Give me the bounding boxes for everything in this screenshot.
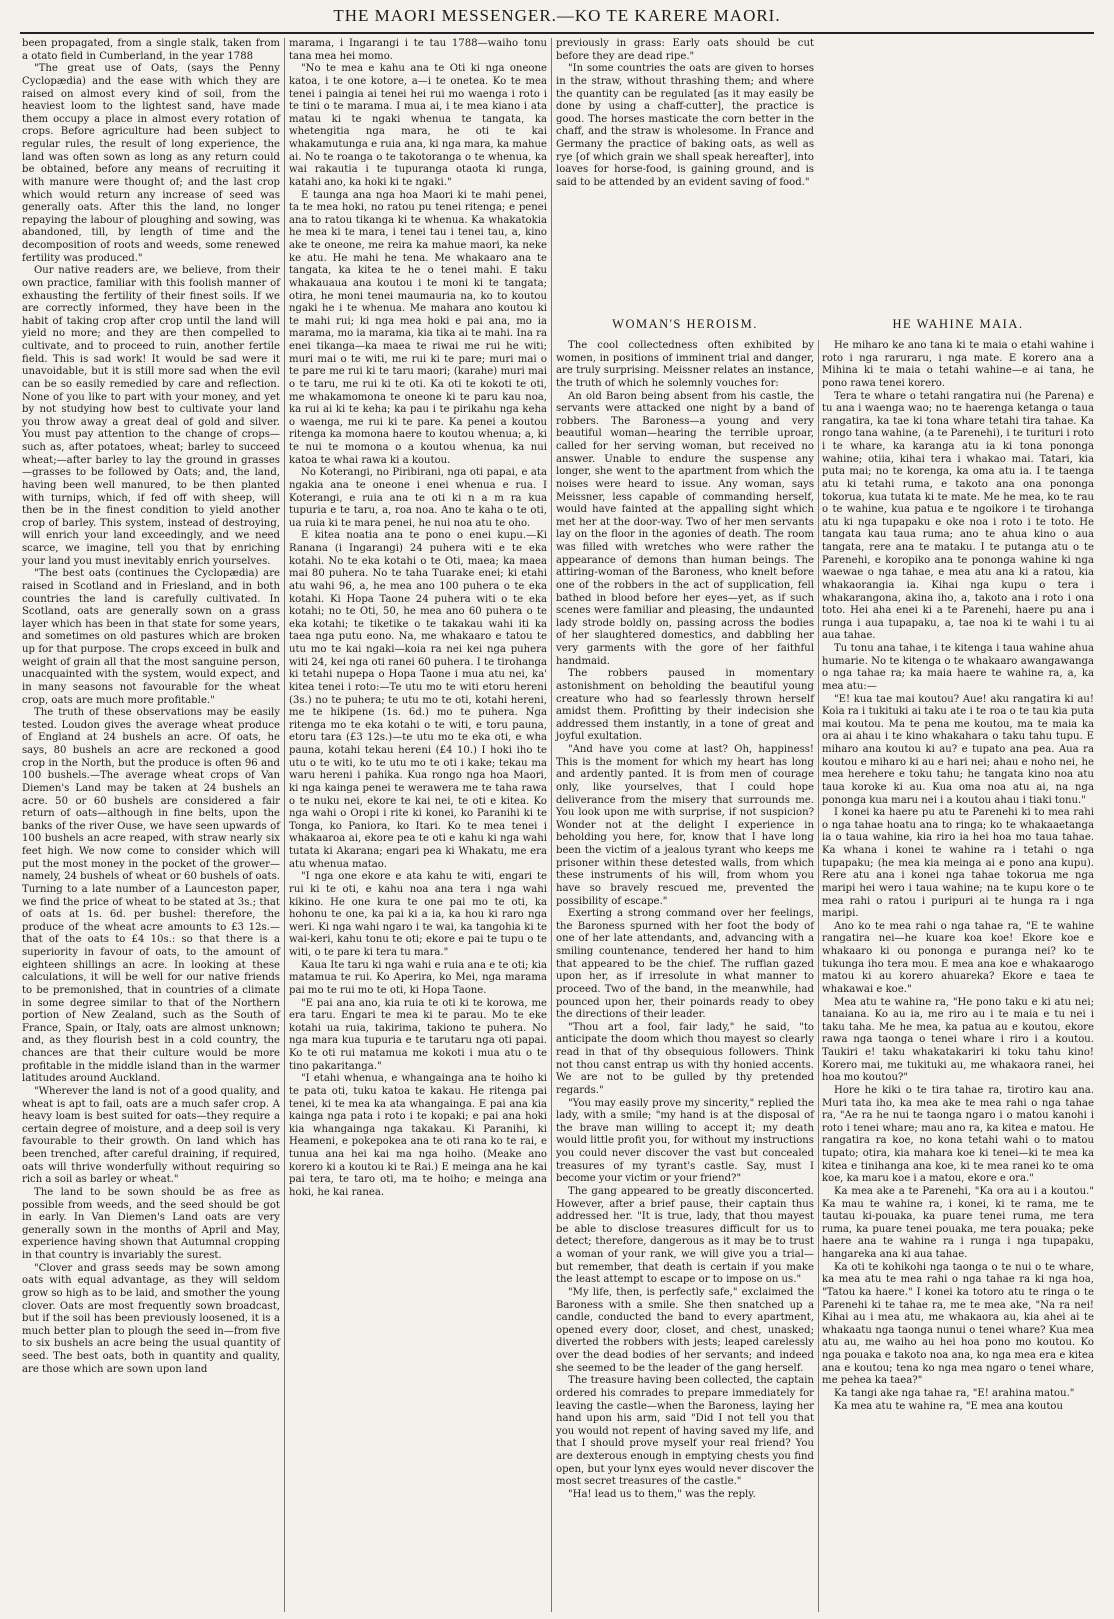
paragraph: The robbers paused in momentary astonishment on beholding the beautiful young creature who had so fearlessly thrown herself amidst them. Profitting by their indecision she addressed them instantly, in a tone of great and joyful exultation.	[556, 668, 814, 743]
paragraph: "You may easily prove my sincerity," replied the lady, with a smile; "my hand is at the disposal of the brave man willing to accept it; my death would little profit you, for without my instructions you could never discover the vast but concealed treasures of my tyrant's castle. Say, must I become your victim or your friend?"	[556, 1097, 814, 1185]
paragraph: "Wherever the land is not of a good quality, and wheat is apt to fail, oats are a much safer crop. A heavy loam is best suited for oats—they require a certain degree of moisture, and a deep soil is very favourable to their growth. On land which has been trenched, after careful draining, if required, oats will thrive wonderfully without requiring so rich a soil as barley or wheat."	[22, 1085, 280, 1186]
paragraph: Exerting a strong command over her feelings, the Baroness spurned with her foot the body of one of her late attendants, and, advancing with a smiling countenance, tendered her hand to him that appeared to be the chief. The ruffian gazed upon her, as if irresolute in what manner to proceed. Two of the band, in the meanwhile, had pounced upon her, their poinards ready to obey the directions of their leader.	[556, 908, 814, 1021]
paragraph: Ka mea ake a te Parenehi, "Ka ora au i a koutou." Ka mau te wahine ra, i konei, ki te rama, me te tautau ki-pouaka, ka puare tenei ruma, me tera ruma, ka puare tenei pouaka, me tera pouaka; peke haere ana te wahine ra i runga i nga tupapaku, hangareka ana ki aua tahae.	[822, 1185, 1094, 1260]
paragraph: "I etahi whenua, e whangainga ana te hoiho ki te pata oti, tuku katoa te kakau. He ritenga pai tenei, ki te mea ka ata whangainga. E pai ana kia kainga nga pata i roto i te kopaki; e pai ana hoki kia whangainga nga takakau. Ki Paranihi, ki Heameni, e pokepokea ana te oti rana ko te rai, e tunua ana hei kai ma nga hoiho. (Meake ano korero ki a koutou ki te Rai.) E meinga ana he kai pai tera, te taro oti, ma te hoiho; e meinga ana hoki, he kai ranea.	[289, 1073, 547, 1198]
paragraph: "The great use of Oats, (says the Penny Cyclopædia) and the ease with which they are raised on almost every kind of soil, from the heaviest loom to the lightest sand, have made them occupy a place in almost every rotation of crops. Before agriculture had been subject to regular rules, the result of long experience, the land was often sown as long as any return could be obtained, before any means of recruiting it with manure were thought of; and the last crop which would return any increase of seed was generally oats. After this the land, no longer repaying the labour of ploughing and sowing, was abandoned, till, by length of time and the decomposition of roots and weeds, some renewed fertility was produced."	[22, 63, 280, 264]
column-divider	[551, 38, 552, 1612]
column-divider	[818, 340, 819, 1612]
paragraph: "Clover and grass seeds may be sown among oats with equal advantage, as they will seldom grow so high as to be laid, and smother the young clover. Oats are most frequently sown broadcast, but if the soil has been previously loosened, it is a much better plan to plough the seed in—from five to six bushels an acre being the usual quantity of seed. The best oats, both in quantity and quality, are those which are sown upon land	[22, 1262, 280, 1375]
paragraph: E kitea noatia ana te pono o enei kupu.—Ki Ranana (i Ingarangi) 24 puhera witi e te eka kotahi. No te eka kotahi o te Oti, maea; ka maea mai 80 puhera. No te taha Tuarake enei; ki etahi atu wahi 96, a, he mea ano 100 puhera o te eka kotahi. Ki Hopa Taone 24 puhera witi o te eka kotahi; no te Oti, 50, he mea ano 60 puhera o te eka kotahi; te tiketike o te takakau wahi iti ka taea nga putu eono. Na, me whakaaro e tatou te utu mo te kai ngaki—koia ra nei kei nga puhera witi 24, kei nga oti ranei 60 puhera. I te tirohanga ki tetahi nupepa o Hopa Taone i mua atu nei, ka' kitea tenei i roto:—Te utu mo te witi etoru hereni (3s.) no te puhera; te utu mo te oti, kotahi hereni, me te hikipene (1s. 6d.) mo te puhera. Nga ritenga mo te eka kotahi o te witi, e toru pauna, etoru tara (£3 12s.)—te utu mo te eka oti, e wha pauna, kotahi tekau hereni (£4 10.) I hoki iho te utu o te witi, ko te utu mo te oti i kake; tekau ma waru hereni i pahika. Kua rongo nga hoa Maori, ki nga kainga penei te werawera me te taha rawa o te nuku nei, ekore te kai nei, te oti e kitea. Ko nga wahi o Oropi i rite ki konei, ko Paranihi ki te Tonga, ko Paniora, ko Itari. Ko te mea tenei i whakaaroa ai, ekore pea te oti e kahu ki nga wahi tutata ki Akarana; engari pea ki Whakatu, me era atu whenua matao.	[289, 530, 547, 870]
paragraph: The treasure having been collected, the captain ordered his comrades to prepare immediately for leaving the castle—when the Baroness, laying her hand upon his arm, said "Did I not tell you that you would not repent of having saved my life, and that I should prove myself your real friend? You are dexterous enough in emptying chests you find open, but your lynx eyes would never discover the most secret treasures of the castle."	[556, 1375, 814, 1488]
paragraph: The cool collectedness often exhibited by women, in positions of imminent trial and danger, are truly surprising. Meissner relates an instance, the truth of which he solemnly vouches for:	[556, 340, 814, 389]
paragraph: Ano ko te mea rahi o nga tahae ra, "E te wahine rangatira nei—he kuare koa koe! Ekore koe e whakaaro ki ou pononga e puranga nei? ko te tukunga iho tera mou. E mea ana koe e whakaarogo matou ki au korero ahuareka? Ekore e taea te whakawai e koe."	[822, 920, 1094, 995]
paragraph: previously in grass: Early oats should be cut before they are dead ripe."	[556, 38, 814, 62]
paragraph: "My life, then, is perfectly safe," exclaimed the Baroness with a smile. She then snatched up a candle, conducted the band to every apartment, opened every door, closet, and chest, unasked; diverted the robbers with jests; leaped carelessly over the dead bodies of her servants; and indeed she seemed to be the leader of the gang herself.	[556, 1286, 814, 1374]
heading-he-wahine-maia: HE WAHINE MAIA.	[892, 317, 1024, 331]
article-column-heroism-maori	[822, 340, 1094, 1612]
paragraph: The truth of these observations may be easily tested. Loudon gives the average wheat produce of England at 24 bushels an acre. Of oats, he says, 80 bushels an acre are reckoned a good crop in the North, but the produce is often 96 and 100 bushels.—The average wheat crops of Van Diemen's Land may be taken at 24 bushels an acre. 50 or 60 bushels are considered a fair return of oats—although in fine belts, upon the banks of the river Ouse, we have seen upwards of 100 bushels an acre reaped, with straw nearly six feet high. We now come to consider which will put the most money in the pocket of the grower—namely, 24 bushels of wheat or 60 bushels of oats. Turning to a late number of a Launceston paper, we find the price of wheat to be stated at 3s.; that of oats at 1s. 6d. per bushel: therefore, the produce of the wheat acre amounts to £3 12s.—that of the oats to £4 10s.: so that there is a superiority in favour of oats, to the amount of eighteen shillings an acre. In looking at these calculations, it will be well for our native friends to be premonished, that in countries of a climate in some degree similar to that of the Northern portion of New Zealand, such as the South of France, Spain, or Italy, oats are almost unknown; and, as they flourish best in a cold country, the chances are that their culture would be more profitable in the middle island than in the warmer latitudes around Auckland.	[22, 707, 280, 1085]
paragraph: marama, i Ingarangi i te tau 1788—waiho tonu tana mea hei momo.	[289, 38, 547, 62]
paragraph: "No te mea e kahu ana te Oti ki nga oneone katoa, i te one kotore, a—i te onetea. Ko te mea tenei i paingia ai tenei hei rui mo waenga i roto i te tini o te marama. I mua ai, i te mea kiano i ata matau ki te ngaki whenua te tangata, ka whetengitia nga mara, he oti te kai whakamutunga e ruia ana, ki nga mara, ka mahue ai. No te roanga o te takotoranga o te whenua, ka wai rakautia i te tupuranga otaota ki runga, katahi ano, ka hoki ki te ngaki."	[289, 63, 547, 188]
paragraph: Ka oti te kohikohi nga taonga o te nui o te whare, ka mea atu te mea rahi o nga tahae ra ki nga hoa, "Tatou ka haere." I konei ka totoro atu te ringa o te Parenehi ki te tahae ra, me te mea ake, "Na ra nei! Kihai au i mea atu, me whakaora au, kia ahei ai te whakaatu nga taonga nunui o tenei whare? Kua mea atu au, me waiho au hei hoa pono mo koutou. Ko nga pouaka e takoto noa ana, ko nga mea era e kitea ana e koutou; tena ko nga mea ngaro o tenei whare, me pehea ka taea?"	[822, 1261, 1094, 1387]
paragraph: "Ha! lead us to them," was the reply.	[568, 1488, 756, 1500]
paragraph: I konei ka haere pu atu te Parenehi ki to mea rahi o nga tahae hoatu ana to ringa; ko te whakaaetanga ia o taua wahine, kia riro ia hei hoa mo taua tahae. Ka whana i konei te wahine ra i tetahi o nga tupapaku; (he mea kia meinga ai e pono ana kupu). Rere atu ana i konei nga tahae tokorua me nga maripi hei wero i taua wahine; na te kupu kore o te mea rahi o ratou i puripuri ai te hunga ra i nga maripi.	[822, 807, 1094, 920]
paragraph: He miharo ke ano tana ki te maia o etahi wahine i roto i nga raruraru, i nga mate. E korero ana a Mihina ki te maia o tetahi wahine—e ai tana, he pono rawa tenei korero.	[822, 340, 1094, 389]
paragraph: "Thou art a fool, fair lady," he said, "to anticipate the doom which thou mayest so clearly read in that of thy obsequious followers. Think not thou canst entrap us with thy honied accents. We are not to be gulled by thy pretended regards."	[556, 1021, 814, 1096]
paragraph: Tera te whare o tetahi rangatira nui (he Parena) e tu ana i waenga wao; no te haerenga ketanga o taua rangatira, ka tae ki tona whare tetahi tira tahae. Ka rongo tana wahine, (a te Parenehi), i te turituri i roto i te whare, ka karanga atu ia ki tona pononga wahine; otiia, kihai tera i whakao mai. Tatari, kia puta mai; no te korenga, ka oma atu ia. I te taenga atu ki tetahi ruma, e takoto ana ona pononga tokorua, kua tutata ki te mate. Me he mea, ko te rau o te wahine, kua patua e te ngoikore i te tirohanga atu ki nga tupapaku e oke noa i roto i te toto. He tangata kau taua ruma; ano te ahua kino o aua tangata, rere ana te mataku. I te putanga atu o te Parenehi, e koropiko ana te pononga wahine ki nga waewae o nga tahae, e mea atu ana ki a ratou, kia whakaorangia ia. Kihai nga kupu o tera i whakarangona, akina iho, a, takoto ana i roto i ona toto. Hei aha enei ki a te Parenehi, haere pu ana i runga i aua tupapaku, a, tae noa ki te wahi i tu ai aua tahae.	[822, 390, 1094, 642]
paragraph: The land to be sown should be as free as possible from weeds, and the seed should be got in early. In Van Diemen's Land oats are very generally sown in the months of April and May, experience having shown that Autumnal cropping in that country is invariably the surest.	[22, 1186, 280, 1261]
article-column-oats-english-continued	[556, 38, 814, 293]
paragraph: Hore he kiki o te tira tahae ra, tirotiro kau ana. Muri tata iho, ka mea ake te mea rahi o nga tahae ra, "Ae ra he nui te taonga ngaro i o matou kanohi i roto i tenei whare; mau ano ra, ka kitea e matou. He rangatira ra koe, no kona tetahi wahi o to matou tupato; otira, kia mahara koe ki tenei—ki te mea ka kitea e tinihanga ana koe, ki te mea ranei ko te oma koe, ka maru koe i a matou, ekore e ora."	[822, 1084, 1094, 1185]
paragraph: "E! kua tae mai koutou? Aue! aku rangatira ki au! Koia ra i tukituki ai taku ate i te roa o te tau kia puta mai koutou. Ma te pena me koutou, ma te maia ka ora ai ahau i te kino whakahara o taku tahu tupu. E miharo ana koutou ki au? e tupato ana pea. Aua ra koutou e miharo ki au e hari nei; ahau e noho nei, he mea herehere e toku tahu; he tangata kino noa atu taua koroke ki au. Kua oma noa atu ai, na nga pononga kua maru nei i a koutou ahau i tiaki tonu."	[822, 693, 1094, 806]
paragraph: Kaua Ite taru ki nga wahi e ruia ana e te oti; kia matamua te rui. Ko Aperira, ko Mei, nga marama pai mo te rui mo te oti, ki Hopa Taone.	[289, 959, 547, 996]
heading-womans-heroism: WOMAN'S HEROISM.	[612, 317, 758, 331]
paragraph: An old Baron being absent from his castle, the servants were attacked one night by a band of robbers. The Baroness—a young and very beautiful woman—hearing the terrible uproar, called for her serving woman, but received no answer. Unable to endure the suspense any longer, she went to the apartment from which the noises were heard to issue. Any woman, says Meissner, less capable of commanding herself, would have fainted at the appalling sight which met her at the door-way. Two of her men servants lay on the floor in the agonies of death. The room was filled with wretches who were rather the appearance of demons than human beings. The attiring-woman of the Baroness, who knelt before one of the robbers in the act of supplication, fell bathed in blood before her eyes—yet, as if such scenes were familiar and pleasing, the undaunted lady strode boldly on, passing across the bodies of her slaughtered domestics, and dabbling her very garments with the gore of her faithful handmaid.	[556, 390, 814, 667]
paragraph: Ka mea atu te wahine ra, "E mea ana koutou	[834, 1400, 1063, 1412]
article-column-oats-english	[22, 38, 280, 1612]
paragraph: "And have you come at last? Oh, happiness! This is the moment for which my heart has long and ardently panted. It is from men of courage only, like yourselves, that I could hope deliverance from the misery that surrounds me. You look upon me with surprise, if not suspicion? Wonder not at the delight I experience in beholding you here, for, know that I have long been the victim of a jealous tyrant who keeps me prisoner within these detested walls, from which these instruments of his will, from whom you have so bravely rescued me, prevented the possibility of escape."	[556, 744, 814, 907]
paragraph: been propagated, from a single stalk, taken from a otato field in Cumberland, in the year 1788	[22, 38, 280, 62]
paragraph: The gang appeared to be greatly disconcerted. However, after a brief pause, their captain thus addressed her. "It is true, lady, that thou mayest be able to disclose treasures difficult for us to detect; therefore, dangerous as it may be to trust a woman of your rank, we will give you a trial—but remember, that death is certain if you make the least attempt to escape or to impose on us."	[556, 1185, 814, 1286]
header-rule	[20, 32, 1094, 34]
article-column-oats-maori	[289, 38, 547, 1198]
paragraph: "The best oats (continues the Cyclopædia) are raised in Scotland and in Friesland, and in both countries the land is carefully cultivated. In Scotland, oats are generally sown on a grass layer which has been in that state for some years, and sometimes on old pastures which are broken up for that purpose. The crops exceed in bulk and weight of grain all that the most sanguine person, unacquainted with the system, would expect, and in many seasons not favourable for the wheat crop, oats are much more profitable."	[22, 568, 280, 706]
paragraph: Ka tangi ake nga tahae ra, "E! arahina matou."	[834, 1387, 1075, 1399]
paragraph: "In some countries the oats are given to horses in the straw, without thrashing them; and where the quantity can be regulated [as it may easily be done by using a chaff-cutter], the practice is good. The horses masticate the corn better in the chaff, and the straw is wholesome. In France and Germany the practice of baking oats, as well as rye [of which grain we shall speak hereafter], into loaves for horse-food, is gaining ground, and is said to be attended by an evident saving of food."	[556, 63, 814, 188]
paragraph: Our native readers are, we believe, from their own practice, familiar with this foolish manner of exhausting the fertility of their finest soils. If we are correctly informed, they have been in the habit of taking crop after crop until the land will yield no more; and they are then compelled to cultivate, and to proceed to ruin, another fertile field. This is sad work! It would be sad were it unavoidable, but it is still more sad when the evil can be so easily remedied by care and reflection. None of you like to part with your money, and yet by not studying how best to cultivate your land you throw away a great deal of gold and silver. You must pay attention to the change of crops—such as, after potatoes, wheat; barley to succeed wheat;—after barley to lay the ground in grasses—grasses to be followed by Oats; and, the land, having been well manured, to be then planted with turnips, which, if fed off with sheep, will then be in the finest condition to yield another crop of barley. This system, instead of destroying, will enrich your land exceedingly, and we need scarce, we imagine, tell you that by enriching your land you must inevitably enrich yourselves.	[22, 265, 280, 567]
paragraph: Tu tonu ana tahae, i te kitenga i taua wahine ahua humarie. No te kitenga o te whakaaro awangawanga o nga tahae ra; ka maia haere te wahine ra, a, ka mea atu:—	[822, 643, 1094, 692]
paragraph: No Koterangi, no Piribirani, nga oti papai, e ata ngakia ana te oneone i enei whenua e rua. I Koterangi, e ruia ana te oti ki n a m ra kua tupuria e te taru, a, roa noa. Ano te kaha o te oti, ua ruia ki te mara penei, he nui noa atu te oho.	[289, 467, 547, 529]
article-column-heroism-english	[556, 340, 814, 1612]
column-divider	[284, 38, 285, 1612]
paragraph: E taunga ana nga hoa Maori ki te mahi penei, ta te mea hoki, no ratou pu tenei ritenga; e penei ana to ratou tikanga ki te whenua. Ka whakatokia he mea ki te mara, i tenei tau i tenei tau, a, kino ake te oneone, me reira ka mahue maori, ka neke ke atu. He mahi he tena. Me whakaaro ana te tangata, ka kitea te he o tenei mahi. E taku whakauaua ana koutou i te moni ki te tangata; otira, he moni tenei maumauria na, ko to koutou ngaki he i te whenua. Me mahara ano koutou ki te mahi rui; ki nga mea hoki e pai ana, mo ia marama, mo ia marama, kia tika ai te mahi. Ina ra enei tikanga—ka maea te riwai me rui he witi; muri mai o te witi, me rui ki te pare; muri mai o te pare me rui ki te taru maori; (karahe) muri mai o te taru, me rui ki te oti. Ka oti te kokoti te oti, me whakamomona te oneone ki te paru kau noa, ka rui ai ki te keha; ka pau i te pirikahu nga keha o waenga, me rui ki te pare. Ka penei a koutou ritenga ka momona haere to koutou whenua; a, ki te nui te momona o a koutou whenua, ka nui katoa te whai rawa ki a koutou.	[289, 189, 547, 466]
paragraph: Mea atu te wahine ra, "He pono taku e ki atu nei; tanaiana. Ko au ia, me riro au i te maia e tu nei i taku taha. Me he mea, ka patua au e koutou, ekore rawa nga taonga o tenei whare i riro i a koutou. Taukiri e! taku whakatakariri ki toku tahu kino! Korero mai, me tukituki au, me whakaora ranei, hei hoa mo koutou?"	[822, 996, 1094, 1084]
page-header: THE MAORI MESSENGER.—KO TE KARERE MAORI.	[333, 6, 781, 25]
paragraph: "I nga one ekore e ata kahu te witi, engari te rui ki te oti, e kahu noa ana tera i nga wahi kikino. He one kura te one pai mo te oti, ka hohonu te one, ka pai ki a ia, ka hou ki raro nga weri. Ki nga wahi ngaro i te wai, ka tangohia ki te wai-keri, kahu tonu te oti; ekore e pai te tupu o te witi, o te pare ki tera tu mara."	[289, 871, 547, 958]
paragraph: "E pai ana ano, kia ruia te oti ki te korowa, me era taru. Engari te mea ki te parau. Mo te eke kotahi ua ruia, takirima, takiono te puhera. No nga mara kua tupuria e te tarutaru nga oti papai. Ko te oti rui matamua me kokoti i mua atu o te tino pakaritanga."	[289, 997, 547, 1072]
